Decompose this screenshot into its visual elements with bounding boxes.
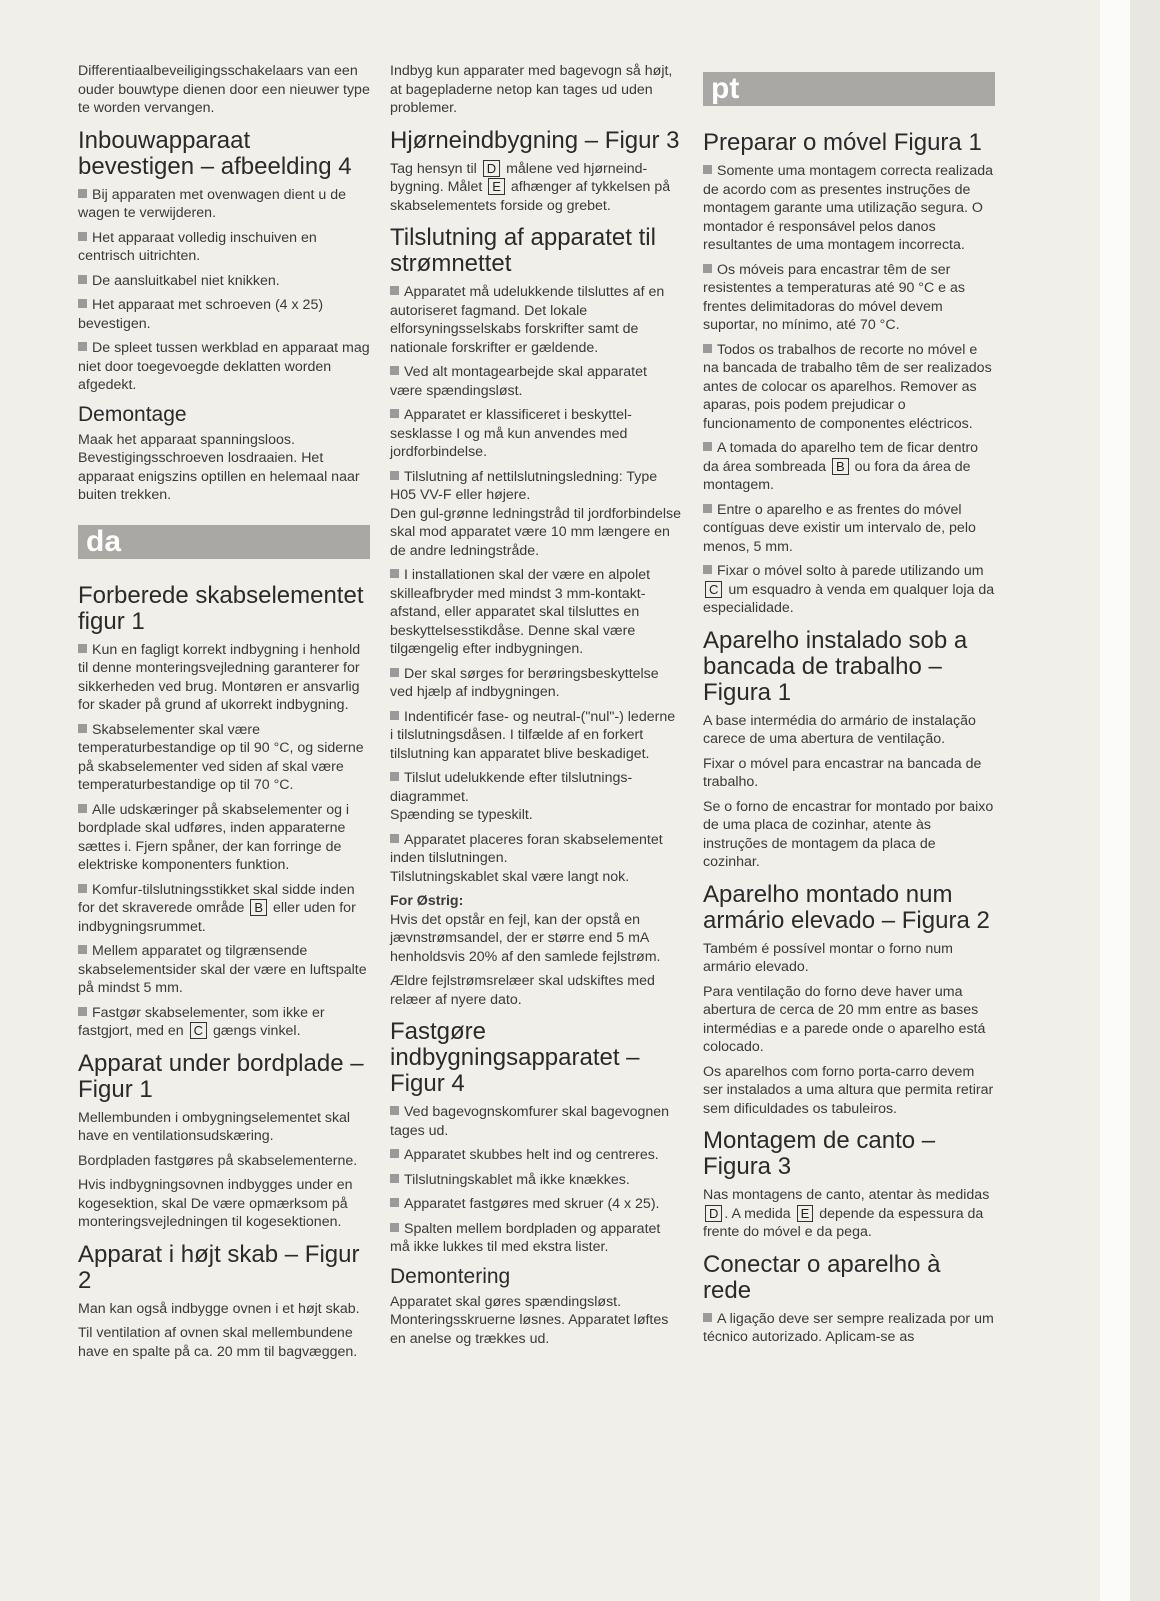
heading-aparelho-sob: Aparelho instalado sob a bancada de trabalho – Figura 1 [703,626,968,706]
page-edge [1100,0,1130,1601]
bullet-square-icon [78,299,87,308]
paragraph: Ældre fejlstrømsrelæer skal udskiftes med relæer af nyere dato. [390,973,655,1008]
bullet-square-icon [703,344,712,353]
bullet-square-icon [390,1149,399,1158]
bullet-square-icon [390,569,399,578]
bullet-item: A ligação deve ser sempre realizada por um técnico autorizado. Aplicam-se as [703,1310,994,1345]
paragraph: Também é possível montar o forno num armário elevado. [703,940,953,975]
heading-fastgore: Fastgøre indbygningsapparatet – Figur 4 [390,1018,640,1097]
heading-inbouwapparaat: Inbouwapparaat bevestigen – afbeelding 4 [78,126,352,180]
figure-ref-box: E [797,1205,814,1222]
figure-ref-box: D [705,1205,722,1222]
figure-ref-box: B [832,458,849,475]
figure-ref-box: E [488,178,505,195]
bullet-item: Entre o aparelho e as frentes do móvel contíguas deve existir um intervalo de, pelo menos, 5 mm. [703,501,976,555]
bullet-square-icon [78,1007,87,1016]
paragraph: A base intermédia do armário de instalação carece de uma abertura de ventilação. [703,712,976,747]
paragraph: Os aparelhos com forno porta-carro devem ser instalados a uma altura que permita retirar sem dificuldades os tabuleiros. [703,1063,994,1117]
bullet-item: Apparatet må udelukkende tilsluttes af en autoriseret fagmand. Det lokale elforsyningsselskabs forskrifter samt de nationale forskrifter er gældende. [390,284,665,356]
bullet-square-icon [390,668,399,677]
paragraph: Apparatet skal gøres spændingsløst. Monteringsskruerne løsnes. Apparatet løftes en anelse og trækkes ud. [390,1293,669,1347]
paragraph: Man kan også indbygge ovnen i et højt skab. [78,1300,360,1317]
bullet-square-icon [390,409,399,418]
heading-hjorneindbygning: Hjørneindbygning – Figur 3 [390,126,680,154]
bullet-square-icon [78,804,87,813]
bullet-square-icon [390,286,399,295]
paragraph: Til ventilation af ovnen skal mellembundene have en spalte på ca. 20 mm til bagvæggen. [78,1325,358,1360]
heading-demontage: Demontage [78,402,187,426]
paragraph: Maak het apparaat spanningsloos. Bevestigingsschroeven losdraaien. Het apparaat enigszins optillen en helemaal naar buiten trekken. [78,431,360,503]
bullet-item: A tomada do aparelho tem de ficar dentro da área sombreada B ou fora da área de montagem. [703,440,979,493]
bullet-item: Apparatet fastgøres med skruer (4 x 25). [390,1195,682,1214]
bullet-item: Fastgør skabselementer, som ikke er fastgjort, med en C gængs vinkel. [78,1004,325,1039]
heading-preparar: Preparar o móvel Figura 1 [703,129,982,156]
bullet-square-icon [390,366,399,375]
bullet-square-icon [390,1223,399,1232]
bullet-square-icon [390,834,399,843]
paragraph: Tilslutningskablet skal være langt nok. [390,868,630,885]
bullet-item: Indentificér fase- og neutral-("nul"-) lederne i tilslutningsdåsen. I tilfælde af en forkert tilslutning kan apparatet blive beskadiget. [390,708,676,762]
bullet-square-icon [78,884,87,893]
bullet-square-icon [703,165,712,174]
bullet-item: Todos os trabalhos de recorte no móvel e na bancada de trabalho têm de ser realizados antes de colocar os aparelhos. Remover as aparas, pois podem prejudicar o funcionamento de componentes eléctricos. [703,341,992,432]
bullet-item: I installationen skal der være en alpolet skilleafbryder med mindst 3 mm-kontaktafstand, eller apparatet skal tilsluttes en beskyttelsesstikdåse. Denne skal være tilgængelig efter indbygningen. [390,567,651,657]
bullet-item: Tilslutningskablet må ikke knækkes. [390,1171,682,1190]
heading-apparat-hojt: Apparat i højt skab – Figur 2 [78,1240,360,1294]
paragraph: Se o forno de encastrar for montado por baixo de uma placa de cozinhar, atente às instruções de montagem da placa de cozinhar. [703,798,994,870]
paragraph: Indbyg kun apparater med bagevogn så højt, at bagepladerne netop kan tages ud uden problemer. [390,63,673,116]
bullet-item: Spalten mellem bordpladen og apparatet må ikke lukkes til med ekstra lister. [390,1220,661,1255]
bullet-item: Apparatet er klassificeret i beskyttelsesklasse I og må kun anvendes med jordforbindelse. [390,407,632,460]
paragraph: Den gul-grønne ledningstråd til jordforbindelse skal mod apparatet være 10 mm længere en de andre ledningstråde. [390,505,682,559]
bullet-square-icon [78,189,87,198]
column-portuguese [703,62,995,1353]
figure-ref-box: C [190,1022,207,1039]
bullet-square-icon [390,1198,399,1207]
figure-ref-box: B [250,899,267,916]
paragraph: Differentiaalbeveiligingsschakelaars van een ouder bouwtype dienen door een nieuwer type te worden vervangen. [78,63,370,116]
bullet-item: Somente uma montagem correcta realizada de acordo com as presentes instruções de montagem garante uma utilização segura. O montador é responsável pelos danos resultantes de uma montagem incorrecta. [703,163,994,253]
bullet-square-icon [78,232,87,241]
bullet-square-icon [78,644,87,653]
bullet-square-icon [703,264,712,273]
bullet-item: Apparatet placeres foran skabselementet inden tilslutningen. [390,831,663,866]
bullet-square-icon [703,1313,712,1322]
bullet-square-icon [390,1174,399,1183]
bullet-item: Ved bagevognskomfurer skal bagevognen tages ud. [390,1104,670,1139]
bullet-square-icon [78,724,87,733]
bullet-square-icon [78,275,87,284]
bullet-square-icon [703,565,712,574]
bullet-item: Alle udskæringer på skabselementer og i bordplade skal udføres, inden apparaterne sættes i. Fjern spåner, der kan forringe de elektriske komponenters funktion. [78,801,350,873]
bullet-item: Het apparaat volledig inschuiven en centrisch uitrichten. [78,229,317,264]
bullet-item: Der skal sørges for berøringsbeskyttelse ved hjælp af indbygningen. [390,665,659,700]
column-danish [390,62,682,1354]
column-dutch-danish [78,62,370,1367]
heading-aparelho-elevado: Aparelho montado num armário elevado – Figura 2 [703,880,990,934]
heading-tilslutning: Tilslutning af apparatet til strømnettet [390,224,656,277]
language-bar-da: da [78,525,370,559]
bullet-item: De aansluitkabel niet knikken. [78,272,370,291]
paragraph: Spænding se typeskilt. [390,807,533,823]
bullet-item: Kun en fagligt korrekt indbygning i henhold til denne monteringsvejledning garanterer for sikkerheden ved brug. Montøren er ansvarlig for skader på grund af ukorrekt indbygning. [78,641,361,713]
bullet-item: Ved alt montagearbejde skal apparatet være spændingsløst. [390,364,647,399]
bullet-item: De spleet tussen werkblad en apparaat mag niet door toegevoegde deklatten worden afgedekt. [78,340,370,393]
bullet-square-icon [390,1106,399,1115]
heading-montagem-canto: Montagem de canto – Figura 3 [703,1127,936,1180]
paragraph: Para ventilação do forno deve haver uma abertura de cerca de 20 mm entre as bases intermédias e a parede onde o aparelho está colocado. [703,983,986,1055]
figure-ref-box: D [483,160,500,177]
figure-ref-box: C [705,581,722,598]
heading-conectar: Conectar o aparelho à rede [703,1250,941,1304]
paragraph: Bordpladen fastgøres på skabselementerne. [78,1152,358,1169]
bullet-item: Fixar o móvel solto à parede utilizando um C um esquadro à venda em qualquer loja da especialidade. [703,563,995,616]
bullet-item: Skabselementer skal være temperaturbestandige op til 90 °C, og siderne på skabselementer ved siden af skal være temperaturbestandige op til 70 °C. [78,721,364,793]
bullet-square-icon [390,711,399,720]
heading-forberede: Forberede skabselementet figur 1 [78,581,364,635]
bullet-square-icon [390,772,399,781]
paragraph: Nas montagens de canto, atentar às medidas D . A medida E depende da espessura da frente do móvel e da pega. [703,1187,990,1240]
bullet-item: Het apparaat met schroeven (4 x 25) bevestigen. [78,297,324,332]
bullet-square-icon [703,504,712,513]
paragraph: Hvis det opstår en fejl, kan der opstå en jævnstrømsandel, der er større end 5 mA henholdsvis 20% af den samlede fejlstrøm. [390,911,661,965]
bullet-square-icon [703,442,712,451]
heading-apparat-under: Apparat under bordplade – Figur 1 [78,1049,364,1103]
bullet-item: Os móveis para encastrar têm de ser resistentes a temperaturas até 90 °C e as frentes delimitadoras do móvel devem suportar, no mínimo, até 70 °C. [703,261,965,333]
bullet-square-icon [78,342,87,351]
heading-demontering: Demontering [390,1264,511,1288]
paragraph: Tag hensyn til D målene ved hjørneindbygning. Målet E afhænger af tykkelsen på skabselementets forside og grebet. [390,160,671,214]
language-bar-pt: pt [703,72,995,106]
paragraph: Mellembunden i ombygningselementet skal have en ventilationsudskæring. [78,1109,351,1144]
bullet-item: Komfur-tilslutningsstikket skal sidde inden for det skraverede område B eller uden for indbygningsrummet. [78,881,356,935]
paragraph: Hvis indbygningsovnen indbygges under en kogesektion, skal De være opmærksom på monteringsvejledningen til kogesektionen. [78,1177,353,1230]
bullet-item: Tilslutning af nettilslutningsledning: Type H05 VV-F eller højere. [390,468,658,503]
bullet-square-icon [390,471,399,480]
bullet-item: Bij apparaten met ovenwagen dient u de wagen te verwijderen. [78,186,346,221]
bullet-square-icon [78,945,87,954]
paragraph: Fixar o móvel para encastrar na bancada de trabalho. [703,755,982,790]
bullet-item: Tilslut udelukkende efter tilslutningsdiagrammet. [390,770,633,805]
label-ostrig: For Østrig: [390,893,464,909]
bullet-item: Apparatet skubbes helt ind og centreres. [390,1146,682,1165]
bullet-item: Mellem apparatet og tilgrænsende skabselementsider skal der være en luftspalte på mindst 5 mm. [78,943,367,996]
